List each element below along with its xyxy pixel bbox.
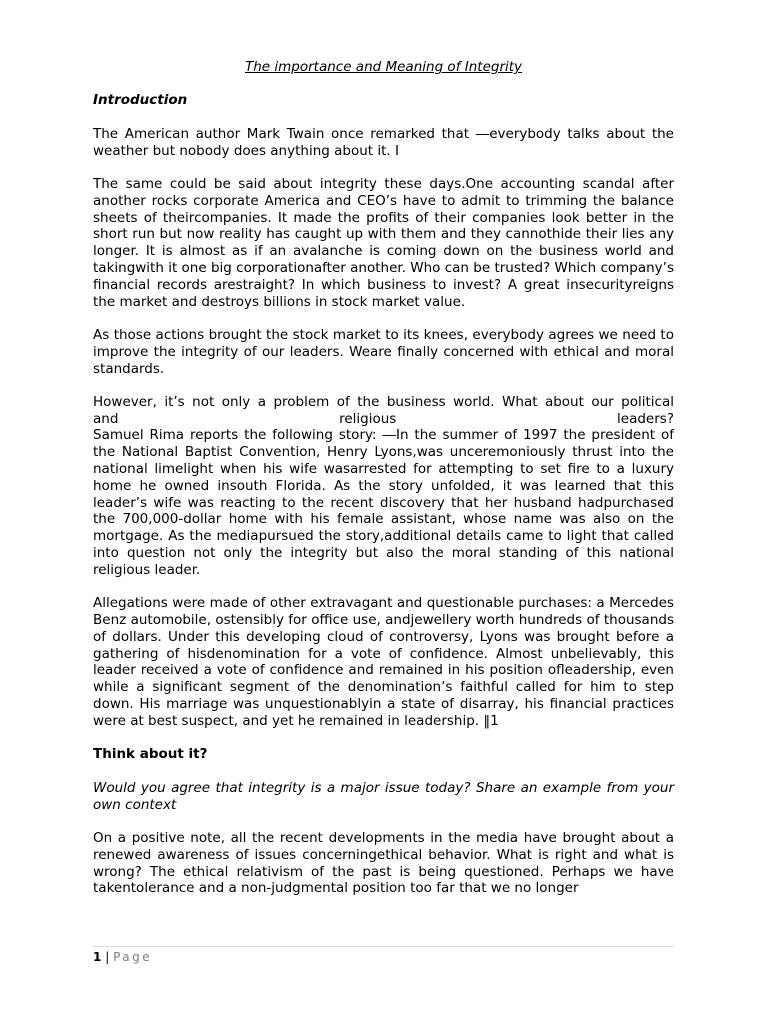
paragraph-6: On a positive note, all the recent developments in the media have brought about a renewed awareness of issues concerningethical behavior. What is right and what is wrong? The ethical relativism of the past is being questioned. Perhaps we have takentolerance and a non-judgmental position too far that we no longer — [93, 830, 674, 897]
paragraph-1: The American author Mark Twain once remarked that ―everybody talks about the weather but nobody does anything about it. I — [93, 126, 674, 159]
think-heading: Think about it? — [93, 746, 208, 762]
page-label: Page — [113, 950, 153, 964]
page-footer — [93, 946, 674, 965]
paragraph-4 — [93, 394, 674, 579]
document-title: The importance and Meaning of Integrity — [244, 59, 523, 75]
paragraph-4-line-2: and religious leaders? — [93, 410, 674, 427]
paragraph-5: Allegations were made of other extravagant and questionable purchases: a Mercedes Benz automobile, ostensibly for office use, andjewellery worth hundreds of thousands of dollars. Under this developing cloud of controversy, Lyons was brought before a gathering of hisdenomination for a vote of confidence. Almost unbelievably, this leader received a vote of confidence and remained in his position ofleadership, even while a significant segment of the denomination’s faithful called for him to step down. His marriage was unquestionablyin a state of disarray, his financial practices were at best suspect, and yet he remained in leadership. ‖1 — [93, 595, 674, 729]
intro-heading: Introduction — [93, 92, 188, 108]
paragraph-3: As those actions brought the stock market to its knees, everybody agrees we need to improve the integrity of our leaders. Weare finally concerned with ethical and moral standards. — [93, 326, 674, 377]
footer-separator: | — [105, 950, 110, 964]
paragraph-2: The same could be said about integrity these days.One accounting scandal after another rocks corporate America and CEO’s have to admit to trimming the balance sheets of theircompanies. It made the profits of their companies look better in the short run but now reality has caught up with them and they cannothide their lies any longer. It is almost as if an avalanche is coming down on the business world and takingwith it one big corporationafter another. Who can be trusted? Which company’s financial records arestraight? In which business to invest? A great insecurityreigns the market and destroys billions in stock market value. — [93, 176, 674, 310]
paragraph-4-line-1: However, it’s not only a problem of the business world. What about our political — [93, 393, 674, 410]
page-number: 1 — [93, 950, 102, 964]
question-paragraph: Would you agree that integrity is a major issue today? Share an example from your own context — [93, 780, 674, 813]
paragraph-4-rest: Samuel Rima reports the following story: ―In the summer of 1997 the president of the National Baptist Convention, Henry Lyons,was unceremoniously thrust into the national limelight when his wife wasarrested for attempting to set fire to a luxury home he owned insouth Florida. As the story unfolded, it was learned that this leader’s wife was reacting to the recent discovery that her husband hadpurchased the 700,000-dollar home with his female assistant, whose name was also on the mortgage. As the mediapursued the story,additional details came to light that called into question not only the integrity but also the moral standing of this national religious leader. — [93, 427, 674, 578]
document-body — [93, 59, 674, 897]
